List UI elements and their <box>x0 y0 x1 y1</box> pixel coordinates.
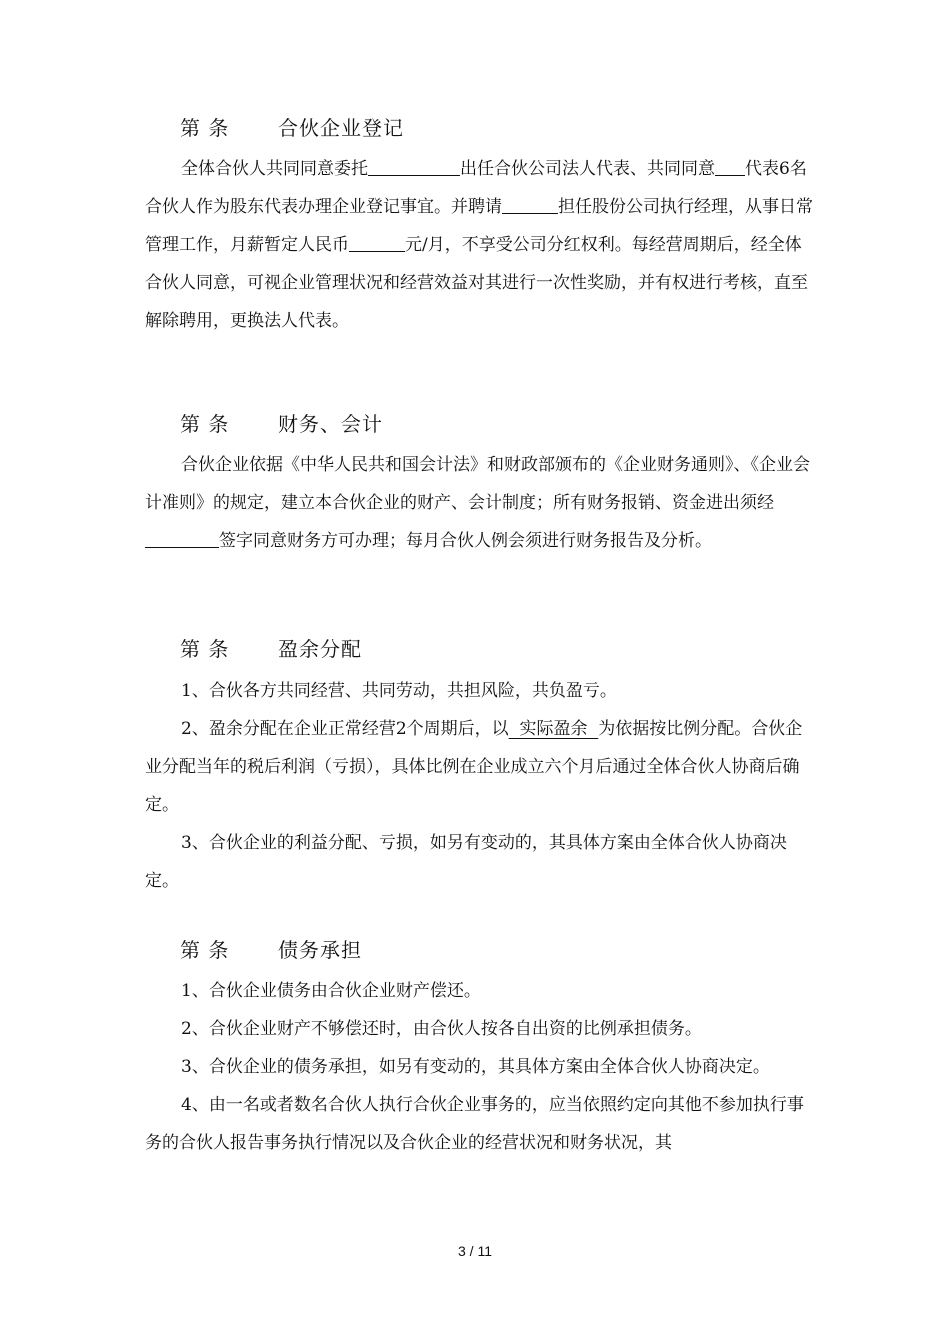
paragraph <box>145 150 815 340</box>
text-run: 元/月，不享受公司分红权利。每经营周期后，经全体合伙人同意，可视企业管理状况和经营效益对其进行一次性奖励，并有权进行考核，直至解除聘用，更换法人代表。 <box>145 235 808 331</box>
text-run: 2、盈余分配在企业正常经营2个周期后，以 <box>181 719 509 739</box>
list-item <box>145 710 815 824</box>
list-item: 3、合伙企业的利益分配、亏损，如另有变动的，其具体方案由全体合伙人协商决定。 <box>145 833 787 891</box>
item-list <box>145 972 815 1162</box>
text-run: 代表6名合伙人作为股东代表办理企业登记事宜。并聘请 <box>145 159 807 217</box>
section-title: 合伙企业登记 <box>278 116 404 140</box>
article-number: 第 条 <box>180 116 230 140</box>
section-heading <box>180 112 404 141</box>
article-number: 第 条 <box>180 938 230 962</box>
section-heading <box>180 934 362 963</box>
text-run: 担任股份公司执行经理，从事日常管理工作，月薪暂定人民币 <box>145 197 813 255</box>
blank-line <box>502 193 558 214</box>
blank-line <box>145 527 219 548</box>
text-run: 为依据按比例分配。合伙企业分配当年的税后利润（亏损），具体比例在企业成立六个月后通过全体合伙人协商后确定。 <box>145 719 803 815</box>
list-item: 3、合伙企业的债务承担，如另有变动的，其具体方案由全体合伙人协商决定。 <box>181 1057 770 1077</box>
page-number: 3 / 11 <box>458 1243 492 1259</box>
text-run: 签字同意财务方可办理；每月合伙人例会须进行财务报告及分析。 <box>219 531 712 551</box>
text-run: 合伙企业依据《中华人民共和国会计法》和财政部颁布的《企业财务通则》、《企业会计准则》的规定，建立本合伙企业的财产、会计制度；所有财务报销、资金进出须经 <box>145 455 810 513</box>
article-number: 第 条 <box>180 412 230 436</box>
section-title: 财务、会计 <box>278 412 383 436</box>
list-item: 2、合伙企业财产不够偿还时，由合伙人按各自出资的比例承担债务。 <box>181 1019 702 1039</box>
text-run: 全体合伙人共同同意委托 <box>181 159 368 179</box>
section-heading <box>180 408 383 437</box>
blank-line <box>368 155 460 176</box>
section-title: 盈余分配 <box>278 637 362 661</box>
section-heading <box>180 633 362 662</box>
text-run: 出任合伙公司法人代表、共同同意 <box>460 159 715 179</box>
list-item: 4、由一名或者数名合伙人执行合伙企业事务的，应当依照约定向其他不参加执行事务的合伙人报告事务执行情况以及合伙企业的经营状况和财务状况，其 <box>145 1095 804 1153</box>
blank-line <box>715 155 745 176</box>
section-title: 债务承担 <box>278 938 362 962</box>
article-number: 第 条 <box>180 637 230 661</box>
blank-line <box>349 231 405 252</box>
list-item: 1、合伙各方共同经营、共同劳动，共担风险，共负盈亏。 <box>181 681 617 701</box>
underlined-text: 实际盈余 <box>508 719 599 739</box>
paragraph <box>145 446 815 560</box>
list-item: 1、合伙企业债务由合伙企业财产偿还。 <box>181 981 481 1001</box>
item-list <box>145 672 815 900</box>
